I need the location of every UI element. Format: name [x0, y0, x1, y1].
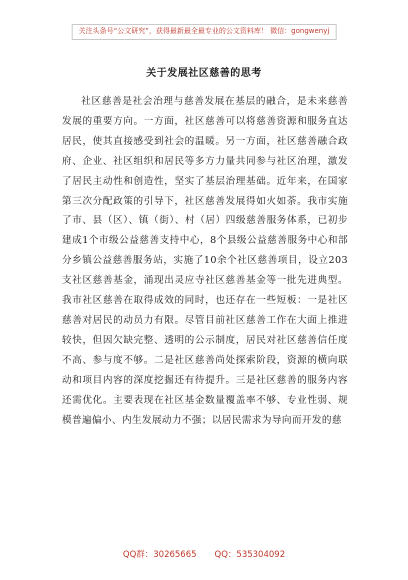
body-paragraph — [62, 92, 348, 430]
body-paragraph-text: 社区慈善是社会治理与慈善发展在基层的融合，是未来慈善发展的重要方向。一方面，社区慈善可以将慈善资源和服务直达居民，使其直接感受到社会的温暖。另一方面，社区慈善融合政府、企业、社区组织和居民等多方力量共同参与社区治理，激发了居民主动性和创造性，坚实了基层治理基础。近年来，在国家第三次分配政策的引导下，社区慈善发展得如火如荼。我市实施了市、县（区）、镇（街）、村（居）四级慈善服务体系，已初步建成1个市级公益慈善支持中心，8个县级公益慈善服务中心和部分乡镇公益慈善服务站，实施了10余个社区慈善项目，设立203支社区慈善基金，涌现出灵应寺社区慈善基金等一批先进典型。我市社区慈善在取得成效的同时，也还存在一些短板：一是社区慈善对居民的动员力有限。尽管目前社区慈善工作在大面上推进较快，但因欠缺完整、透明的公示制度，居民对社区慈善信任度不高、参与度不够。二是社区慈善尚处探索阶段，资源的横向联动和项目内容的深度挖掘还有待提升。三是社区慈善的服务内容还需优化。主要表现在社区基金数量覆盖率不够、专业性弱、规模普遍偏小、内生发展动力不强；以居民需求为导向而开发的慈 — [62, 96, 348, 426]
document-title: 关于发展社区慈善的思考 — [146, 68, 262, 79]
footer-contact — [0, 548, 408, 560]
footer-qq: QQ：535304092 — [214, 550, 286, 560]
footer-qq-group: QQ群：30265665 — [122, 550, 197, 560]
promo-banner: 关注头条号“公文研究”，获得最新最全最专业的公文资料库！ 微信：gongwenyj — [72, 24, 337, 40]
